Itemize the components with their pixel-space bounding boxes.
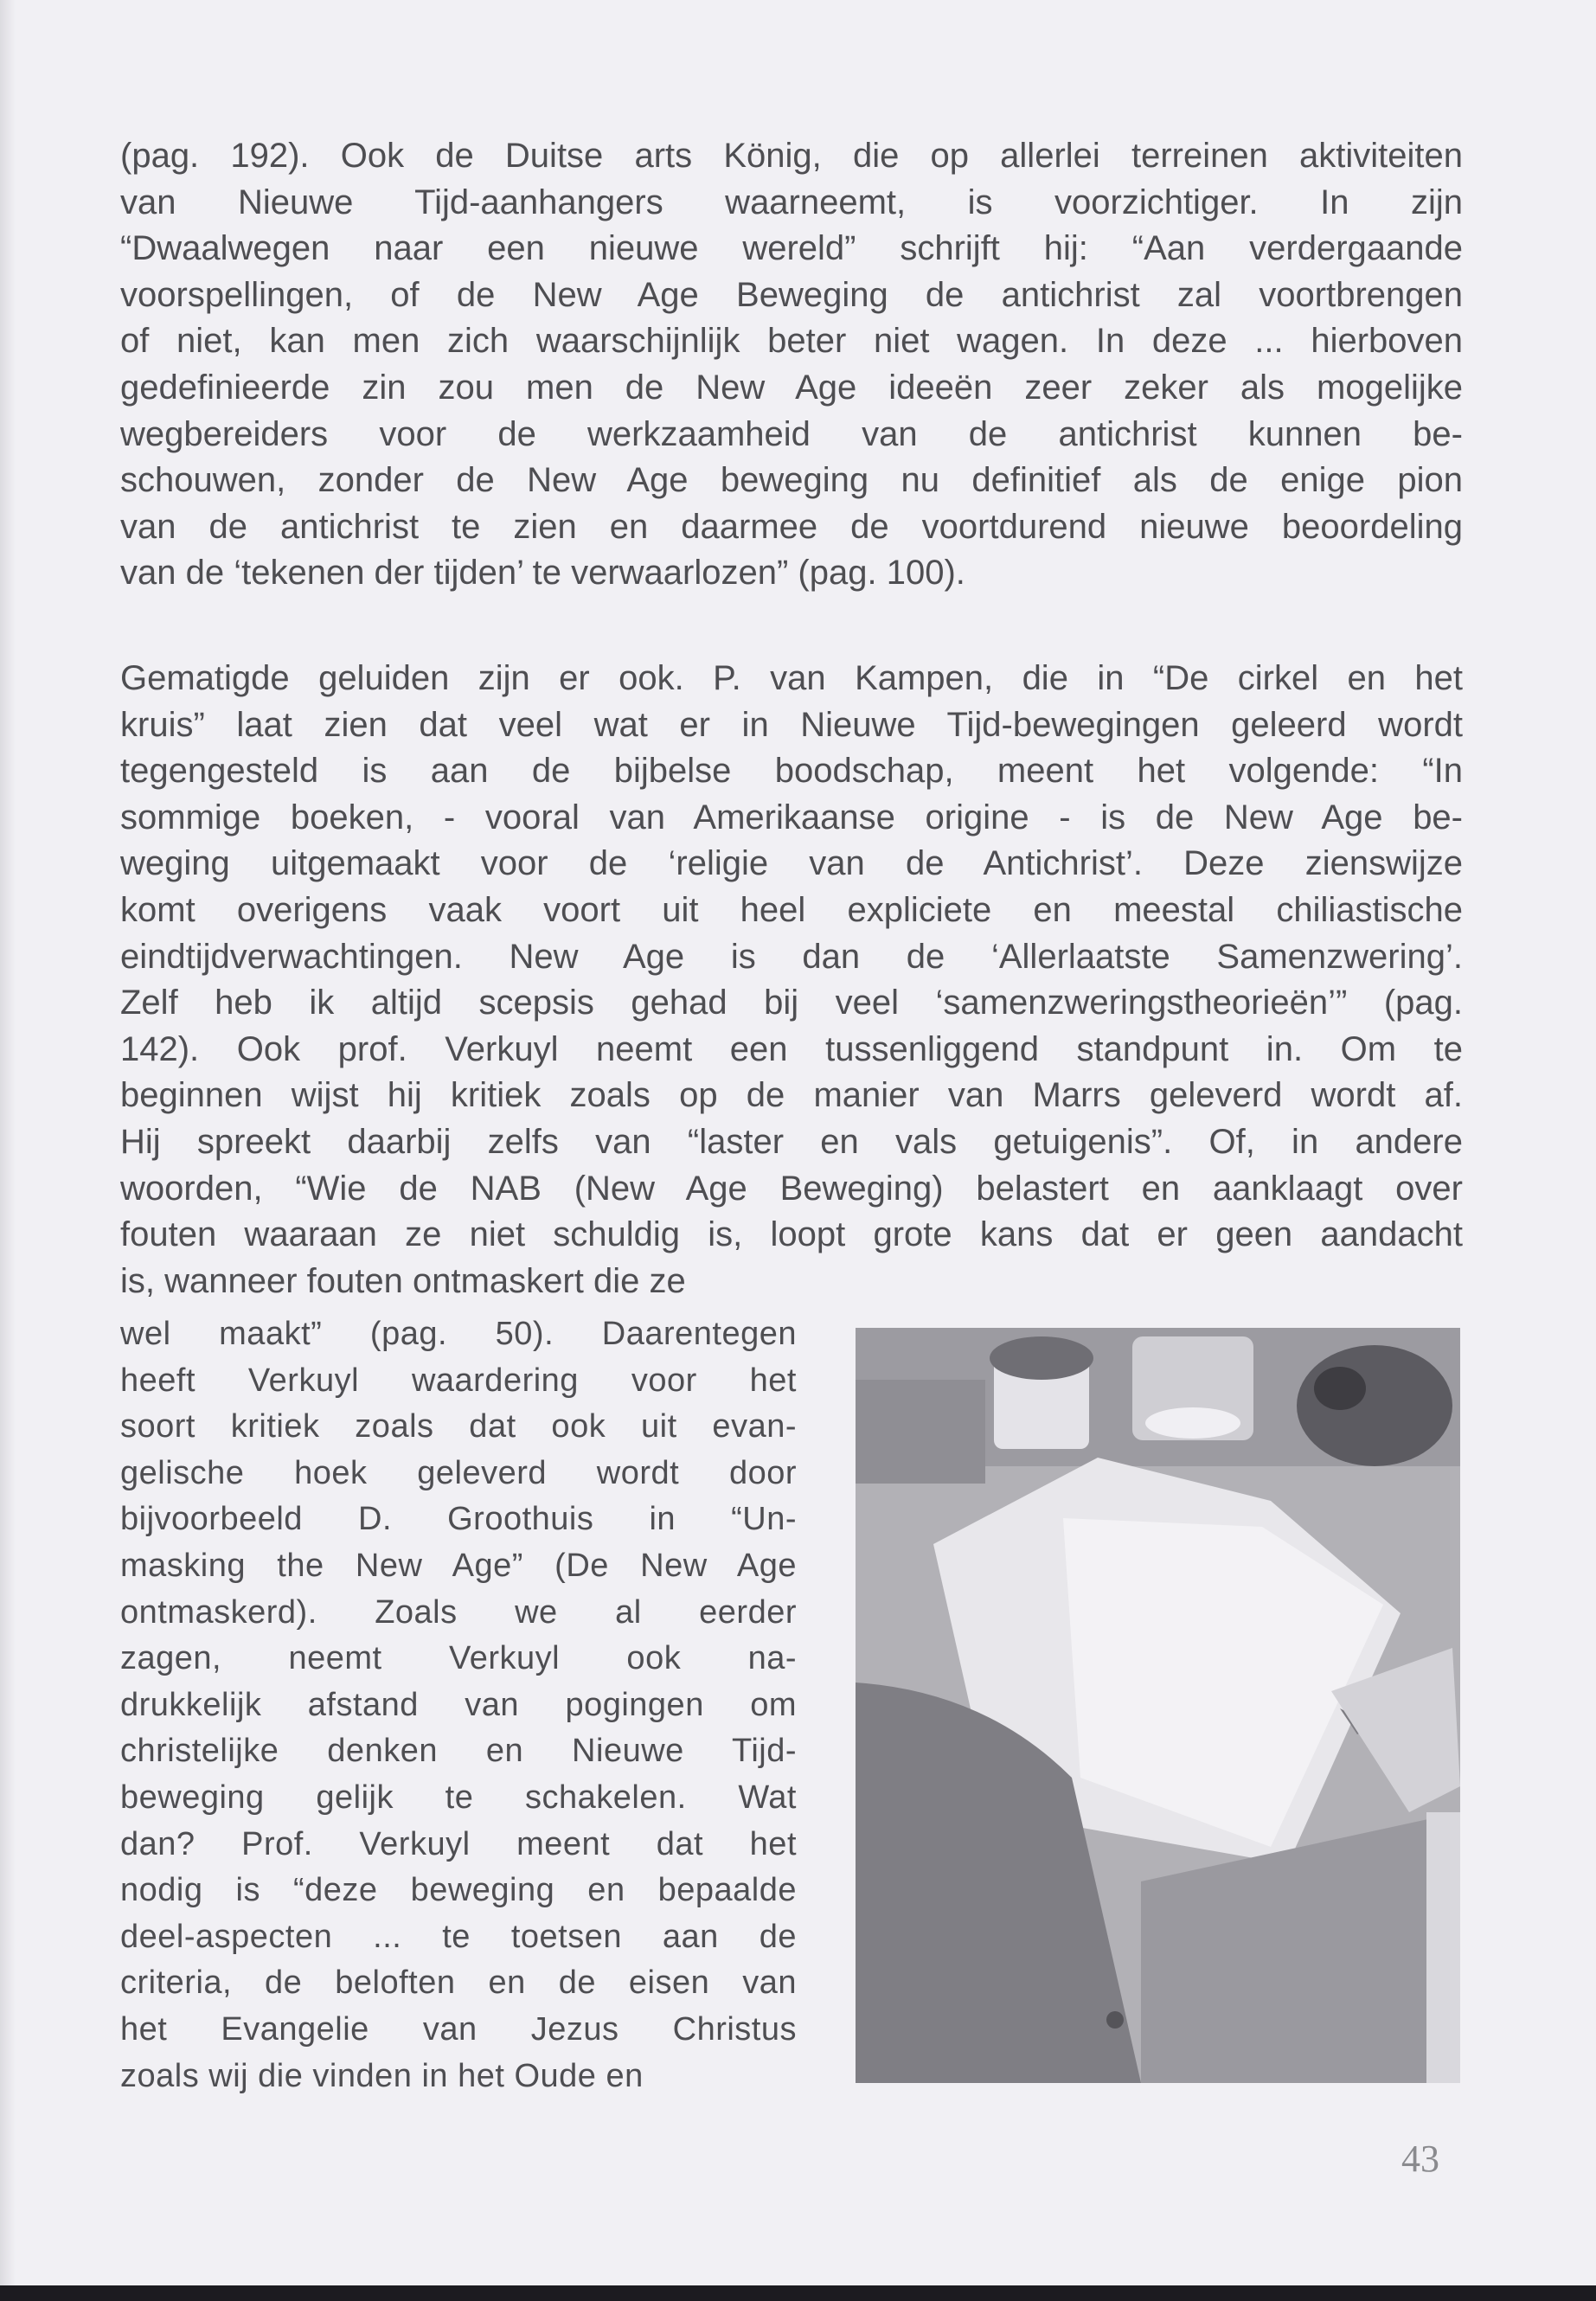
text-line: het Evangelie van Jezus Christus <box>120 2010 797 2048</box>
page-edge-shadow <box>0 0 16 2301</box>
text-line: of niet, kan men zich waarschijnlijk beter niet wagen. In deze ... hierboven <box>120 322 1463 361</box>
text-line: beweging gelijk te schakelen. Wat <box>120 1779 797 1816</box>
text-line: schouwen, zonder de New Age beweging nu definitief als de enige pion <box>120 461 1463 500</box>
text-line: van de ‘tekenen der tijden’ te verwaarlozen” (pag. 100). <box>120 554 965 593</box>
text-line: tegengesteld is aan de bijbelse boodschap, meent het volgende: “In <box>120 752 1463 791</box>
text-line: soort kritiek zoals dat ook uit evan- <box>120 1408 797 1445</box>
text-line: voorspellingen, of de New Age Beweging de antichrist zal voortbrengen <box>120 275 1463 314</box>
text-line: dan? Prof. Verkuyl meent dat het <box>120 1825 797 1862</box>
text-line: woorden, “Wie de NAB (New Age Beweging) belastert en aanklaagt over <box>120 1169 1463 1208</box>
page-number: 43 <box>1401 2138 1439 2180</box>
text-line: zoals wij die vinden in het Oude en <box>120 2057 644 2094</box>
text-line: christelijke denken en Nieuwe Tijd- <box>120 1733 797 1770</box>
text-line: van Nieuwe Tijd-aanhangers waarneemt, is voorzichtiger. In zijn <box>120 183 1463 221</box>
text-line: Zelf heb ik altijd scepsis gehad bij veel ‘samenzweringstheorieën’” (pag. <box>120 984 1463 1022</box>
photo-open-book-on-table <box>856 1328 1460 2083</box>
text-line: sommige boeken, - vooral van Amerikaanse origine - is de New Age be- <box>120 798 1463 836</box>
text-line: nodig is “deze beweging en bepaalde <box>120 1872 797 1909</box>
text-line: weging uitgemaakt voor de ‘religie van de Antichrist’. Deze zienswijze <box>120 844 1463 883</box>
text-line: eindtijdverwachtingen. New Age is dan de ‘Allerlaatste Samenzwering’. <box>120 937 1463 976</box>
text-line: drukkelijk afstand van pogingen om <box>120 1686 797 1723</box>
text-line: “Dwaalwegen naar een nieuwe wereld” schrijft hij: “Aan verdergaande <box>120 229 1463 268</box>
text-line: beginnen wijst hij kritiek zoals op de manier van Marrs geleverd wordt af. <box>120 1076 1463 1115</box>
text-line: bijvoorbeeld D. Groothuis in “Un- <box>120 1501 797 1538</box>
text-line: zagen, neemt Verkuyl ook na- <box>120 1640 797 1677</box>
photo-illustration <box>856 1328 1460 2083</box>
paragraph-2 <box>120 656 1463 1304</box>
text-line: wegbereiders voor de werkzaamheid van de antichrist kunnen be- <box>120 414 1463 453</box>
text-line: is, wanneer fouten ontmaskert die ze <box>120 1261 686 1300</box>
text-line: wel maakt” (pag. 50). Daarentegen <box>120 1316 797 1352</box>
text-line: deel-aspecten ... te toetsen aan de <box>120 1918 797 1955</box>
text-line: (pag. 192). Ook de Duitse arts König, die op allerlei terreinen aktiviteiten <box>120 137 1463 175</box>
text-line: ontmaskerd). Zoals we al eerder <box>120 1593 797 1631</box>
scan-bottom-edge <box>0 2285 1596 2301</box>
text-line: Gematigde geluiden zijn er ook. P. van Kampen, die in “De cirkel en het <box>120 659 1463 697</box>
text-line: van de antichrist te zien en daarmee de voortdurend nieuwe beoordeling <box>120 507 1463 546</box>
text-line: gelische hoek geleverd wordt door <box>120 1454 797 1491</box>
text-line: komt overigens vaak voort uit heel expliciete en meestal chiliastische <box>120 890 1463 929</box>
text-line: heeft Verkuyl waardering voor het <box>120 1362 797 1399</box>
text-line: Hij spreekt daarbij zelfs van “laster en vals getuigenis”. Of, in andere <box>120 1122 1463 1161</box>
text-line: gedefinieerde zin zou men de New Age ideeën zeer zeker als mogelijke <box>120 368 1463 407</box>
paragraph-column <box>120 1311 797 2099</box>
text-line: kruis” laat zien dat veel wat er in Nieuwe Tijd-bewegingen geleerd wordt <box>120 705 1463 744</box>
text-line: fouten waaraan ze niet schuldig is, loopt grote kans dat er geen aandacht <box>120 1215 1463 1254</box>
text-line: 142). Ook prof. Verkuyl neemt een tussenliggend standpunt in. Om te <box>120 1029 1463 1068</box>
text-line: masking the New Age” (De New Age <box>120 1547 797 1584</box>
text-line: criteria, de beloften en de eisen van <box>120 1965 797 2002</box>
paragraph-1 <box>120 133 1463 597</box>
